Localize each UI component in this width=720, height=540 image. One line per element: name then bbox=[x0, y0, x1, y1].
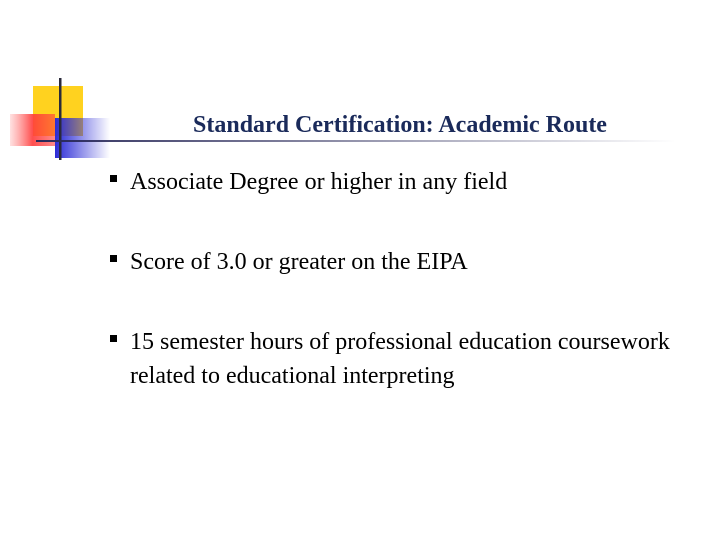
bullet-text: Associate Degree or higher in any field bbox=[130, 169, 508, 195]
vertical-rule bbox=[59, 78, 62, 160]
horizontal-rule bbox=[36, 140, 676, 142]
square-bullet-icon bbox=[110, 255, 117, 262]
square-bullet-icon bbox=[110, 335, 117, 342]
bullet-text: 15 semester hours of professional education coursework related to educational interpreting bbox=[130, 329, 670, 389]
square-bullet-icon bbox=[110, 175, 117, 182]
slide-title: Standard Certification: Academic Route bbox=[193, 112, 607, 138]
bullet-text: Score of 3.0 or greater on the EIPA bbox=[130, 249, 468, 275]
blue-block bbox=[55, 118, 110, 158]
